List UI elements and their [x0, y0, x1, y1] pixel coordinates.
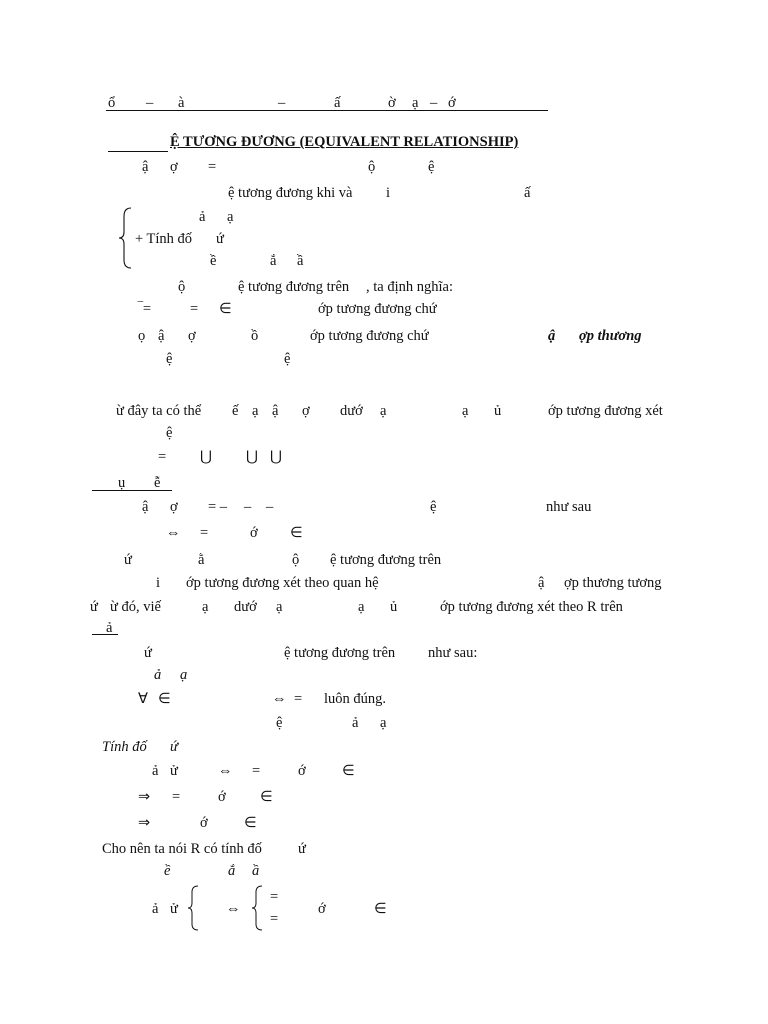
- text-fragment: ớp tương đương chứ: [310, 328, 429, 344]
- text-fragment: ộ: [178, 279, 186, 295]
- text-fragment: ợ: [170, 159, 178, 175]
- text-fragment: ∈: [290, 525, 303, 541]
- text-fragment: ⋃: [246, 449, 258, 465]
- text-fragment: ∈: [244, 815, 257, 831]
- text-fragment: ệ: [166, 425, 173, 441]
- example-label: ụ: [118, 475, 126, 491]
- header-char: à: [178, 95, 185, 111]
- text-fragment: =: [200, 525, 209, 541]
- left-brace: [250, 884, 264, 932]
- text-fragment: ả: [199, 209, 206, 225]
- text-fragment: ⇔: [226, 901, 241, 917]
- text-fragment: ạ: [180, 667, 188, 683]
- text-fragment: ề: [164, 863, 171, 879]
- text-fragment: ứ: [124, 552, 132, 568]
- text-fragment: ợp thương: [579, 328, 642, 344]
- title-underline-lead: [108, 151, 168, 152]
- text-fragment: như sau: [546, 499, 592, 515]
- text-fragment: ệ: [284, 351, 291, 367]
- text-fragment: ớp tương đương xét theo R trên: [440, 599, 623, 615]
- text-fragment: =: [172, 789, 181, 805]
- text-fragment: ‾=: [138, 301, 152, 317]
- text-fragment: ử: [170, 901, 178, 917]
- text-fragment: , ta định nghĩa:: [366, 279, 453, 295]
- text-fragment: luôn đúng.: [324, 691, 387, 707]
- text-fragment: ⇔: [272, 691, 287, 707]
- text-fragment: ộ: [368, 159, 376, 175]
- text-fragment: ệ tương đương khi và: [228, 185, 353, 201]
- text-fragment: ủ: [494, 403, 502, 419]
- text-fragment: ⇒: [138, 789, 151, 805]
- text-fragment: ậ: [142, 159, 149, 175]
- page-title: Ệ TƯƠNG ĐƯƠNG (EQUIVALENT RELATIONSHIP): [170, 134, 519, 150]
- text-fragment: ủ: [390, 599, 398, 615]
- header-char: ạ: [412, 95, 419, 111]
- text-fragment: ⇔: [166, 525, 181, 541]
- text-fragment: như sau:: [428, 645, 478, 661]
- text-fragment: ộ: [292, 552, 300, 568]
- text-fragment: –: [244, 499, 252, 515]
- text-fragment: ớp tương đương xét theo quan hệ: [186, 575, 379, 591]
- text-fragment: ∀: [138, 691, 148, 707]
- text-fragment: ồ: [251, 328, 259, 344]
- text-fragment: =: [252, 763, 261, 779]
- text-fragment: ∈: [158, 691, 171, 707]
- header-char: ờ: [388, 95, 396, 111]
- text-fragment: ứ: [144, 645, 152, 661]
- text-fragment: ⇒: [138, 815, 151, 831]
- text-fragment: ạ: [358, 599, 365, 615]
- text-fragment: = –: [208, 499, 228, 515]
- header-char: ấ: [334, 95, 341, 111]
- text-fragment: ∈: [219, 301, 232, 317]
- text-fragment: ợ: [302, 403, 310, 419]
- text-fragment: Cho nên ta nói R có tính đố: [102, 841, 262, 857]
- example-label: ễ: [154, 475, 161, 491]
- text-fragment: ằ: [198, 552, 205, 568]
- text-fragment: ứ: [90, 599, 98, 615]
- text-fragment: ậ: [272, 403, 279, 419]
- text-fragment: i: [386, 185, 391, 201]
- text-fragment: ả: [152, 763, 159, 779]
- text-fragment: ứ: [216, 231, 224, 247]
- text-fragment: ệ tương đương trên: [330, 552, 442, 568]
- header-char: –: [278, 95, 286, 111]
- text-fragment: i: [156, 575, 161, 591]
- left-brace: [117, 206, 133, 270]
- text-fragment: ậ: [158, 328, 165, 344]
- text-fragment: ớ: [250, 525, 258, 541]
- text-fragment: ả: [106, 620, 113, 636]
- text-fragment: + Tính đố: [135, 231, 193, 247]
- text-fragment: =: [190, 301, 199, 317]
- text-fragment: ệ: [430, 499, 437, 515]
- text-fragment: ⋃: [200, 449, 212, 465]
- text-fragment: ệ: [276, 715, 283, 731]
- text-fragment: ạ: [462, 403, 469, 419]
- text-fragment: ợ: [188, 328, 196, 344]
- text-fragment: =: [208, 159, 217, 175]
- text-fragment: ạ: [202, 599, 209, 615]
- text-fragment: ∈: [260, 789, 273, 805]
- left-brace: [186, 884, 200, 932]
- text-fragment: Tính đố: [102, 739, 147, 755]
- text-fragment: ớ: [200, 815, 208, 831]
- text-fragment: ắ: [228, 863, 236, 879]
- underline: [92, 634, 118, 635]
- header-char: ớ: [448, 95, 456, 111]
- text-fragment: dướ: [234, 599, 257, 615]
- text-fragment: ả: [152, 901, 159, 917]
- text-fragment: ớp tương đương chứ: [318, 301, 437, 317]
- text-fragment: ớ: [218, 789, 226, 805]
- text-fragment: ợp thương tương: [564, 575, 662, 591]
- text-fragment: ạ: [252, 403, 259, 419]
- example-underline: [92, 490, 172, 491]
- text-fragment: ầ: [252, 863, 260, 879]
- text-fragment: ậ: [538, 575, 545, 591]
- text-fragment: ừ đó, viế: [110, 599, 161, 615]
- text-fragment: ∈: [374, 901, 387, 917]
- header-char: –: [430, 95, 438, 111]
- text-fragment: ớ: [298, 763, 306, 779]
- header-char: –: [146, 95, 154, 111]
- text-fragment: ạ: [380, 403, 387, 419]
- text-fragment: ề: [210, 253, 217, 269]
- text-fragment: =: [270, 889, 279, 905]
- text-fragment: ạ: [227, 209, 234, 225]
- text-fragment: ả: [352, 715, 359, 731]
- text-fragment: ạ: [276, 599, 283, 615]
- text-fragment: =: [158, 449, 167, 465]
- text-fragment: ạ: [380, 715, 387, 731]
- text-fragment: ấ: [524, 185, 531, 201]
- text-fragment: ⋃: [270, 449, 282, 465]
- text-fragment: ∈: [342, 763, 355, 779]
- text-fragment: ọ: [138, 328, 146, 344]
- text-fragment: =: [294, 691, 303, 707]
- text-fragment: ớp tương đương xét: [548, 403, 663, 419]
- text-fragment: dướ: [340, 403, 363, 419]
- text-fragment: ắ: [270, 253, 277, 269]
- text-fragment: ợ: [170, 499, 178, 515]
- text-fragment: ệ: [428, 159, 435, 175]
- text-fragment: ứ: [170, 739, 178, 755]
- text-fragment: =: [270, 911, 279, 927]
- text-fragment: ệ tương đương trên: [238, 279, 350, 295]
- text-fragment: ệ: [166, 351, 173, 367]
- text-fragment: ớ: [318, 901, 326, 917]
- text-fragment: ệ tương đương trên: [284, 645, 396, 661]
- text-fragment: ả: [154, 667, 162, 683]
- text-fragment: ừ đây ta có thể: [116, 403, 202, 419]
- text-fragment: ⇔: [218, 763, 233, 779]
- text-fragment: ậ: [142, 499, 149, 515]
- text-fragment: ử: [170, 763, 178, 779]
- text-fragment: ậ: [548, 328, 556, 344]
- header-char: ổ: [108, 95, 116, 111]
- header-rule: [106, 110, 548, 111]
- text-fragment: ứ: [298, 841, 306, 857]
- text-fragment: ầ: [297, 253, 304, 269]
- text-fragment: ế: [232, 403, 239, 419]
- text-fragment: –: [266, 499, 274, 515]
